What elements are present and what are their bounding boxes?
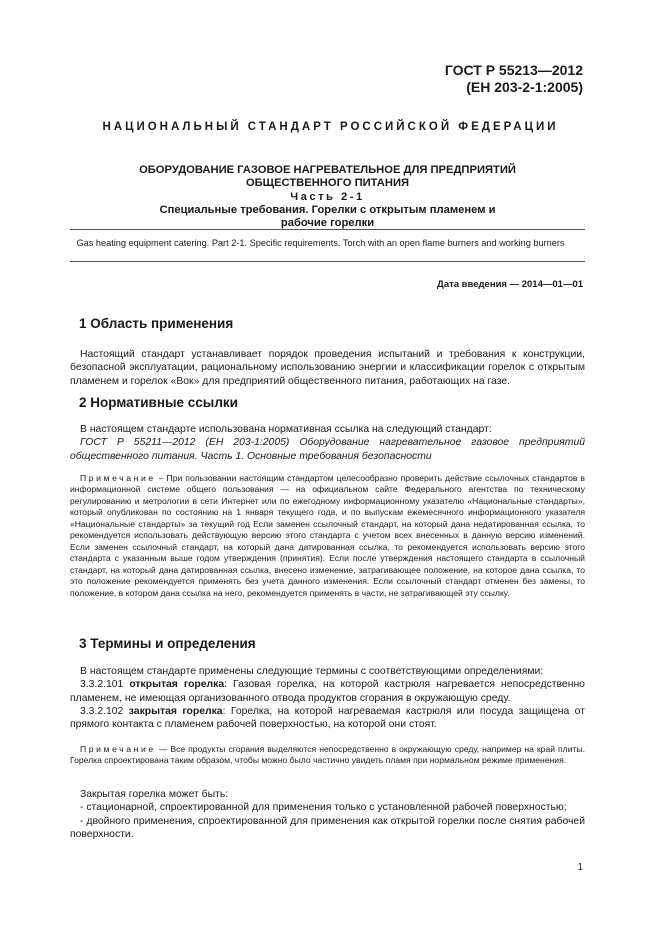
term-open-burner xyxy=(70,678,585,705)
term-name: закрытая горелка xyxy=(128,705,223,717)
title-line-2: ОБЩЕСТВЕННОГО ПИТАНИЯ xyxy=(245,177,410,190)
closed-burner-item-dual: - двойного применения, спроектированной для применения как открытой горелки после снятия рабочей поверхности. xyxy=(70,815,585,840)
term-name: открытая горелка xyxy=(129,679,225,691)
section-1-body xyxy=(70,348,585,388)
divider-rule-top xyxy=(70,229,585,230)
standard-number-block xyxy=(445,62,583,96)
closed-burner-intro: Закрытая горелка может быть: xyxy=(80,789,229,800)
closed-burner-item-stationary: - стационарной, спроектированной для применения только с установленной рабочей поверхностью; xyxy=(80,802,567,814)
en-number: (ЕН 203-2-1:2005) xyxy=(466,79,583,95)
national-standard-title: НАЦИОНАЛЬНЫЙ СТАНДАРТ РОССИЙСКОЙ ФЕДЕРАЦИИ xyxy=(102,121,559,133)
note-text: – При пользовании настоящим стандартом целесообразно проверить действие ссылочных стандартов в информационной системе общего пользования — на официальном сайте Федерального агентства по техническому регулированию и метрологии в сети Интернет или по ежегодному информационному указателю «Национальные стандарты», который опубликован по состоянию на 1 января текущего года, и по выпускам ежемесячного информационного указателя «Национальные стандарты» за текущий год Если заменен ссылочный стандарт, на который дана недатированная ссылка, то рекомендуется использовать действующую версию этого стандарта с учетом всех внесенных в данную версию изменений. Если заменен ссылочный стандарт, на который дана датированная ссылка, то рекомендуется использовать версию этого стандарта с указанным выше годом утверждения (принятия). Если после утверждения настоящего стандарта в ссылочный стандарт, на который дана датированная ссылка, внесено изменение, затрагивающее положение, на которое дана ссылка, то это положение рекомендуется применять без учета данного изменения. Если ссылочный стандарт отменен без замены, то положение, в котором дана ссылка на него, рекомендуется применять в части, не затрагивающей эту ссылку. xyxy=(70,473,585,598)
english-title: Gas heating equipment catering. Part 2-1. Specific requirements. Torch with an open flame burners and working burners xyxy=(76,238,565,248)
title-subtitle-2: рабочие горелки xyxy=(280,217,375,230)
term-closed-burner xyxy=(70,705,585,732)
section-2-reference xyxy=(70,436,585,463)
title-subtitle-1: Специальные требования. Горелки с открытым пламенем и xyxy=(159,203,496,216)
term-number: 3.3.2.101 xyxy=(80,679,130,691)
term-number: 3.3.2.102 xyxy=(80,705,129,717)
introduction-date: Дата введения — 2014—01—01 xyxy=(437,279,583,290)
document-title xyxy=(70,164,585,230)
reference-text: ГОСТ Р 55211—2012 (ЕН 203-1:2005) Оборудование нагревательное газовое предприятий общественного питания. Часть 1. Основные требования безопасности xyxy=(70,437,585,462)
section-2-body xyxy=(70,423,585,463)
gost-number: ГОСТ Р 55213—2012 xyxy=(444,62,583,78)
section-1-heading: 1 Область применения xyxy=(79,316,234,331)
title-part: Часть 2-1 xyxy=(290,190,365,203)
closed-burner-types xyxy=(70,788,585,841)
section-1-paragraph: Настоящий стандарт устанавливает порядок проведения испытаний и требования к конструкции, безопасной эксплуатации, рациональному использованию энергии и классификации горелок с открытым пламенем и горелок «Вок» для предприятий общественного питания, работающих на газе. xyxy=(70,349,585,387)
note-text: — Все продукты сгорания выделяются непосредственно в окружающую среду, например на край плиты. Горелка спроектирована таким образом, чтобы можно было частично увидеть пламя при нормальном режиме применения. xyxy=(70,744,585,766)
section-2-intro: В настоящем стандарте использована нормативная ссылка на следующий стандарт: xyxy=(80,424,492,435)
title-line-1: ОБОРУДОВАНИЕ ГАЗОВОЕ НАГРЕВАТЕЛЬНОЕ ДЛЯ ПРЕДПРИЯТИЙ xyxy=(139,164,516,176)
divider-rule-bottom xyxy=(70,261,585,262)
note-label: Примечание xyxy=(80,744,156,754)
section-2-note xyxy=(70,473,585,599)
section-3-note xyxy=(70,744,585,767)
section-3-heading: 3 Термины и определения xyxy=(79,636,256,651)
section-2-heading: 2 Нормативные ссылки xyxy=(79,395,238,410)
term-definition: : Газовая горелка, на которой кастрюля нагревается непосредственно пламенем, не имеющая организованного отвода продуктов сгорания в окружающую среду. xyxy=(70,679,585,704)
page-number: 1 xyxy=(577,862,583,873)
note-label: Примечание xyxy=(80,473,156,483)
section-3-intro: В настоящем стандарте применены следующие термины с соответствующими определениями: xyxy=(80,666,544,677)
section-3-body xyxy=(70,665,585,731)
term-definition: : Горелка, на которой нагреваемая кастрюля или посуда защищена от прямого контакта с пламенем рабочей поверхностью, на которой они стоят. xyxy=(70,705,585,731)
